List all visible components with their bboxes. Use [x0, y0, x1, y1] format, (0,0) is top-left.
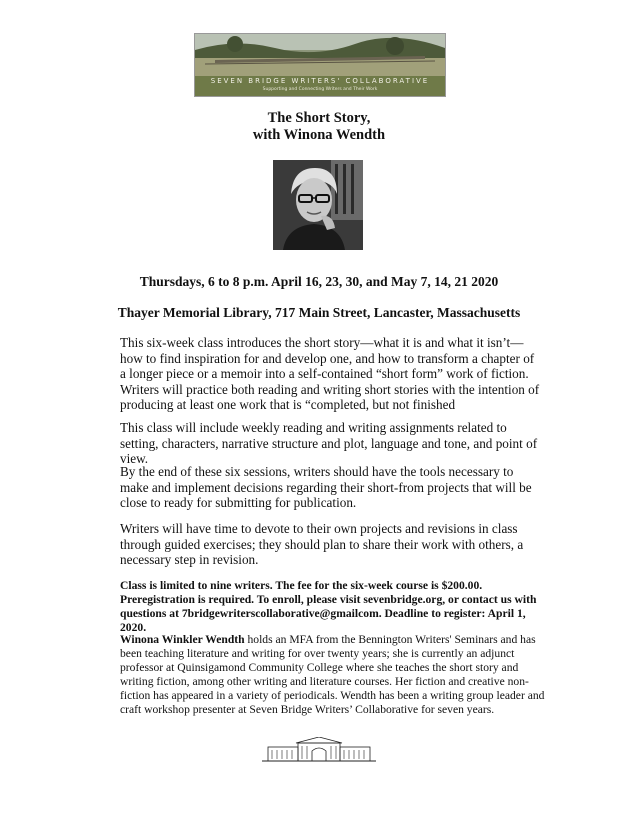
banner-tagline: Supporting and Connecting Writers and Their Work — [262, 87, 378, 92]
instructor-portrait — [273, 160, 363, 250]
title-line-2: with Winona Wendth — [252, 127, 386, 143]
description-paragraph: This six-week class introduces the short story—what it is and what it isn’t—how to find inspiration for and develop one, and how to transform a chapter of a longer piece or a memoir into a self-contained “short form” work of fiction. Writers will practice both reading and writing short stories with the intention of producing at least one work that is “completed, but not finished — [120, 335, 540, 412]
title-line-1: The Short Story, — [267, 110, 371, 126]
workshop-paragraph: Writers will have time to devote to their own projects and revisions in class through guided exercises; they should plan to share their work with others, a necessary step in revision. — [120, 521, 524, 567]
page-title — [0, 110, 638, 144]
banner-strip — [195, 76, 445, 96]
class-schedule: Thursdays, 6 to 8 p.m. April 16, 23, 30, and May 7, 14, 21 2020 — [139, 274, 499, 289]
assignments-paragraph: This class will include weekly reading and writing assignments related to setting, characters, narrative structure and plot, language and tone, and point of view. — [120, 420, 538, 466]
banner-landscape-photo — [195, 34, 445, 76]
instructor-name: Winona Winkler Wendth — [120, 633, 245, 646]
library-building-icon — [262, 737, 376, 763]
banner-org-name: SEVEN BRIDGE WRITERS' COLLABORATIVE — [210, 77, 430, 85]
instructor-bio — [120, 633, 546, 716]
class-location: Thayer Memorial Library, 717 Main Street, Lancaster, Massachusetts — [117, 305, 521, 320]
outcome-paragraph: By the end of these six sessions, writers should have the tools necessary to make and implement decisions regarding their short-from projects that will be close to ready for submitting for publication. — [120, 464, 532, 510]
registration-info: Class is limited to nine writers. The fee for the six-week course is $200.00. Preregistration is required. To enroll, please visit sevenbridge.org, or contact us with questions at 7bridgewriterscollaborative@gmailcom. Deadline to register: April 1, 2020. — [120, 579, 537, 634]
bio-text: holds an MFA from the Bennington Writers' Seminars and has been teaching literature and writing for over twenty years; she is currently an adjunct professor at Quinsigamond Community College where she teaches the short story and writing fiction, among other writing and literature courses. Her fiction and creative non-fiction has appeared in a variety of periodicals. Wendth has been a writing group leader and craft workshop presenter at Seven Bridge Writers’ Collaborative for seven years. — [120, 633, 545, 716]
banner-logo — [194, 33, 446, 97]
